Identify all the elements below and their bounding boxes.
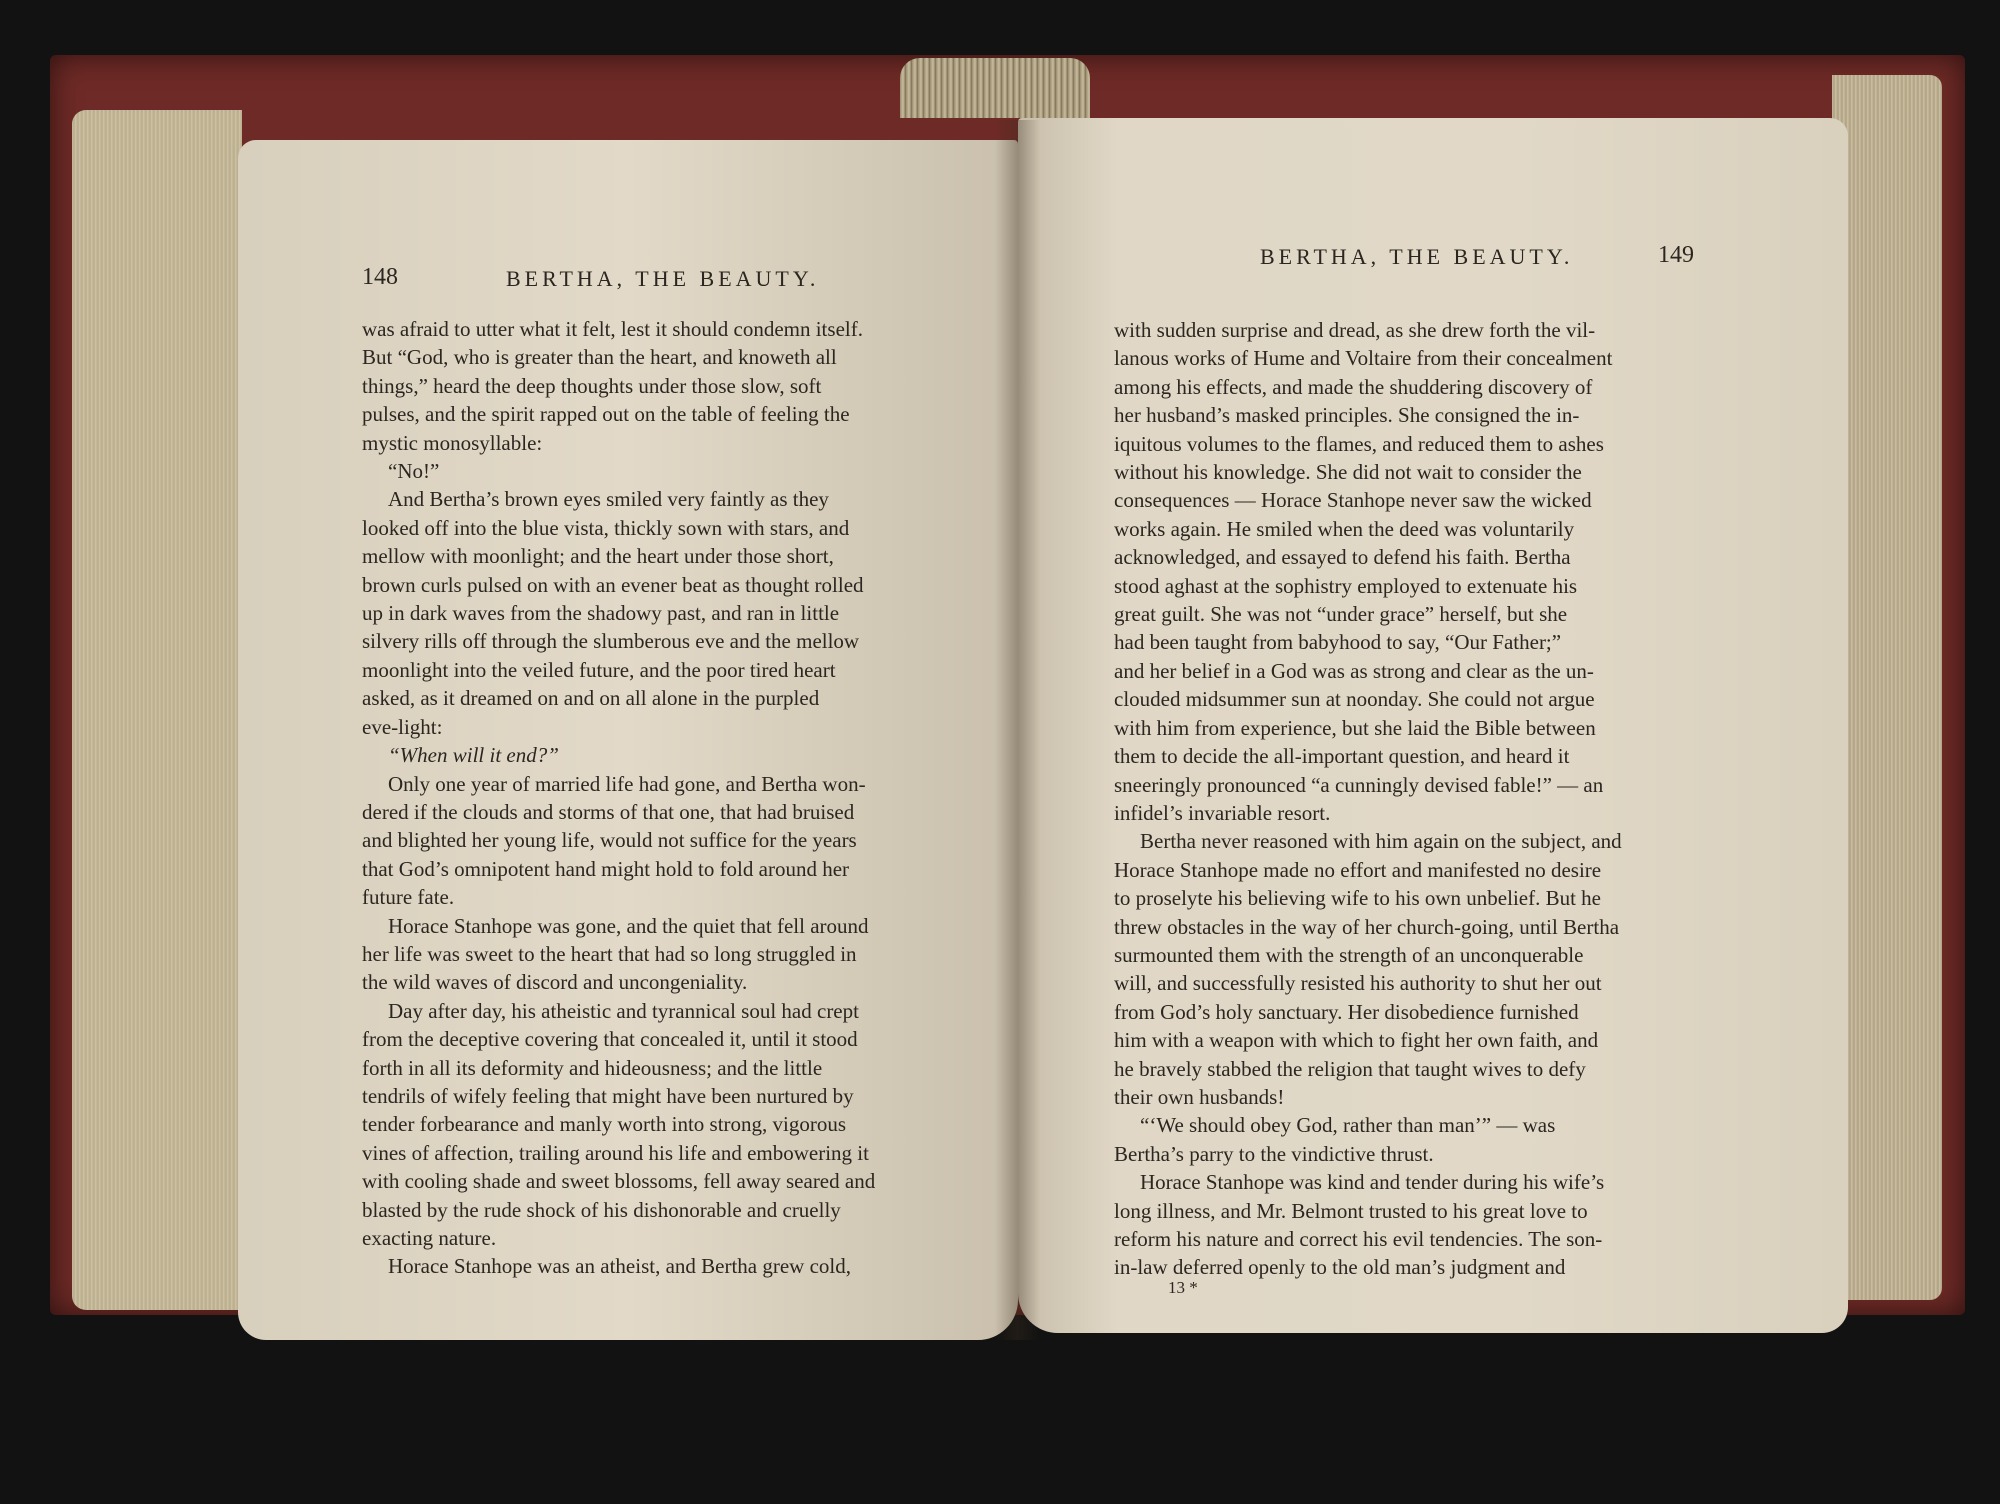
text-line: silvery rills off through the slumberous eve and the mellow bbox=[362, 629, 860, 654]
right-page-edges bbox=[1832, 75, 1942, 1300]
text-line: Bertha never reasoned with him again on the subject, and bbox=[1140, 829, 1622, 854]
text-line: her life was sweet to the heart that had so long struggled in bbox=[362, 941, 857, 966]
text-line: “‘We should obey God, rather than man’” — was bbox=[1140, 1113, 1556, 1138]
text-line: dered if the clouds and storms of that one, that had bruised bbox=[362, 799, 855, 824]
text-line: reform his nature and correct his evil tendencies. The son- bbox=[1114, 1227, 1603, 1251]
text-line: her husband’s masked principles. She consigned the in- bbox=[1114, 403, 1580, 428]
text-line: mystic monosyllable: bbox=[362, 430, 543, 455]
left-page-edges bbox=[72, 110, 242, 1310]
text-line: among his effects, and made the shuddering discovery of bbox=[1114, 374, 1593, 399]
left-page bbox=[238, 140, 1018, 1340]
text-line: Day after day, his atheistic and tyrannical soul had crept bbox=[388, 998, 859, 1023]
text-line: asked, as it dreamed on and on all alone in the purpled bbox=[362, 686, 820, 711]
text-line: sneeringly pronounced “a cunningly devised fable!” — an bbox=[1114, 772, 1604, 797]
text-line: surmounted them with the strength of an unconquerable bbox=[1114, 942, 1584, 967]
text-line: long illness, and Mr. Belmont trusted to his great love to bbox=[1114, 1198, 1588, 1223]
text-line: with sudden surprise and dread, as she drew forth the vil- bbox=[1114, 318, 1596, 342]
italic-text: “When will it end?” bbox=[388, 743, 559, 768]
text-line: was afraid to utter what it felt, lest it should condemn itself. bbox=[362, 317, 863, 341]
text-line: future fate. bbox=[362, 885, 455, 910]
text-line: tendrils of wifely feeling that might have been nurtured by bbox=[362, 1083, 854, 1108]
text-line: with him from experience, but she laid the Bible between bbox=[1114, 715, 1596, 740]
text-line: him with a weapon with which to fight her own faith, and bbox=[1114, 1028, 1599, 1053]
text-line: will, and successfully resisted his authority to shut her out bbox=[1114, 971, 1602, 996]
text-line: things,” heard the deep thoughts under those slow, soft bbox=[362, 373, 822, 398]
text-line: vines of affection, trailing around his life and embowering it bbox=[362, 1140, 869, 1165]
text-line: clouded midsummer sun at noonday. She could not argue bbox=[1114, 687, 1595, 712]
right-page-number: 149 bbox=[1658, 242, 1694, 268]
text-line: them to decide the all-important question, and heard it bbox=[1114, 744, 1570, 769]
text-line: up in dark waves from the shadowy past, and ran in little bbox=[362, 601, 840, 626]
text-line: Only one year of married life had gone, and Bertha won- bbox=[388, 771, 866, 796]
text-line: pulses, and the spirit rapped out on the table of feeling the bbox=[362, 402, 850, 427]
text-line: lanous works of Hume and Voltaire from their concealment bbox=[1114, 346, 1613, 371]
right-page-text bbox=[1114, 316, 1732, 1282]
text-line: “No!” bbox=[388, 459, 440, 484]
text-line: their own husbands! bbox=[1114, 1084, 1285, 1109]
text-line: Horace Stanhope was an atheist, and Bertha grew cold, bbox=[388, 1254, 852, 1279]
text-line: without his knowledge. She did not wait to consider the bbox=[1114, 460, 1582, 485]
text-line: tender forbearance and manly worth into strong, vigorous bbox=[362, 1112, 847, 1137]
right-page bbox=[1018, 118, 1848, 1333]
text-line: infidel’s invariable resort. bbox=[1114, 800, 1331, 825]
signature-mark: 13 * bbox=[1168, 1278, 1198, 1297]
right-running-head: BERTHA, THE BEAUTY. bbox=[1260, 244, 1574, 269]
text-line: blasted by the rude shock of his dishonorable and cruelly bbox=[362, 1197, 841, 1222]
text-line: stood aghast at the sophistry employed to extenuate his bbox=[1114, 573, 1578, 598]
text-line: had been taught from babyhood to say, “Our Father;” bbox=[1114, 630, 1562, 655]
text-line: he bravely stabbed the religion that taught wives to defy bbox=[1114, 1056, 1586, 1081]
text-line: And Bertha’s brown eyes smiled very faintly as they bbox=[388, 487, 829, 512]
text-line: the wild waves of discord and uncongeniality. bbox=[362, 970, 748, 995]
text-line: works again. He smiled when the deed was voluntarily bbox=[1114, 516, 1575, 541]
text-line: great guilt. She was not “under grace” herself, but she bbox=[1114, 602, 1568, 627]
text-line bbox=[362, 741, 962, 769]
left-page-number: 148 bbox=[362, 264, 398, 290]
book-spine-headband bbox=[900, 58, 1090, 118]
text-line: Bertha’s parry to the vindictive thrust. bbox=[1114, 1141, 1434, 1166]
text-line: But “God, who is greater than the heart, and knoweth all bbox=[362, 345, 837, 370]
text-line: acknowledged, and essayed to defend his faith. Bertha bbox=[1114, 545, 1571, 570]
text-line: from the deceptive covering that concealed it, until it stood bbox=[362, 1027, 858, 1052]
text-line: forth in all its deformity and hideousness; and the little bbox=[362, 1055, 823, 1080]
book-gutter-shadow bbox=[995, 120, 1040, 1340]
text-line: mellow with moonlight; and the heart under those short, bbox=[362, 544, 834, 569]
text-line: to proselyte his believing wife to his own unbelief. But he bbox=[1114, 886, 1601, 911]
text-line: Horace Stanhope made no effort and manifested no desire bbox=[1114, 857, 1602, 882]
text-line: that God’s omnipotent hand might hold to fold around her bbox=[362, 856, 850, 881]
text-line: and her belief in a God was as strong and clear as the un- bbox=[1114, 658, 1594, 683]
text-line: in-law deferred openly to the old man’s judgment and bbox=[1114, 1255, 1566, 1280]
text-line: looked off into the blue vista, thickly sown with stars, and bbox=[362, 515, 850, 540]
text-line: eve-light: bbox=[362, 714, 443, 739]
text-line: threw obstacles in the way of her church-going, until Bertha bbox=[1114, 914, 1620, 939]
text-line: brown curls pulsed on with an evener beat as thought rolled bbox=[362, 572, 864, 597]
text-line: moonlight into the veiled future, and the poor tired heart bbox=[362, 657, 836, 682]
text-line: from God’s holy sanctuary. Her disobedience furnished bbox=[1114, 999, 1579, 1024]
text-line: Horace Stanhope was gone, and the quiet that fell around bbox=[388, 913, 869, 938]
text-line: consequences — Horace Stanhope never saw the wicked bbox=[1114, 488, 1592, 513]
text-line: iquitous volumes to the flames, and reduced them to ashes bbox=[1114, 431, 1604, 456]
text-line: exacting nature. bbox=[362, 1226, 497, 1250]
text-line: with cooling shade and sweet blossoms, fell away seared and bbox=[362, 1169, 876, 1194]
text-line: and blighted her young life, would not suffice for the years bbox=[362, 828, 857, 853]
text-line: Horace Stanhope was kind and tender during his wife’s bbox=[1140, 1170, 1605, 1195]
left-page-text bbox=[362, 315, 962, 1281]
left-running-head: BERTHA, THE BEAUTY. bbox=[506, 266, 820, 291]
